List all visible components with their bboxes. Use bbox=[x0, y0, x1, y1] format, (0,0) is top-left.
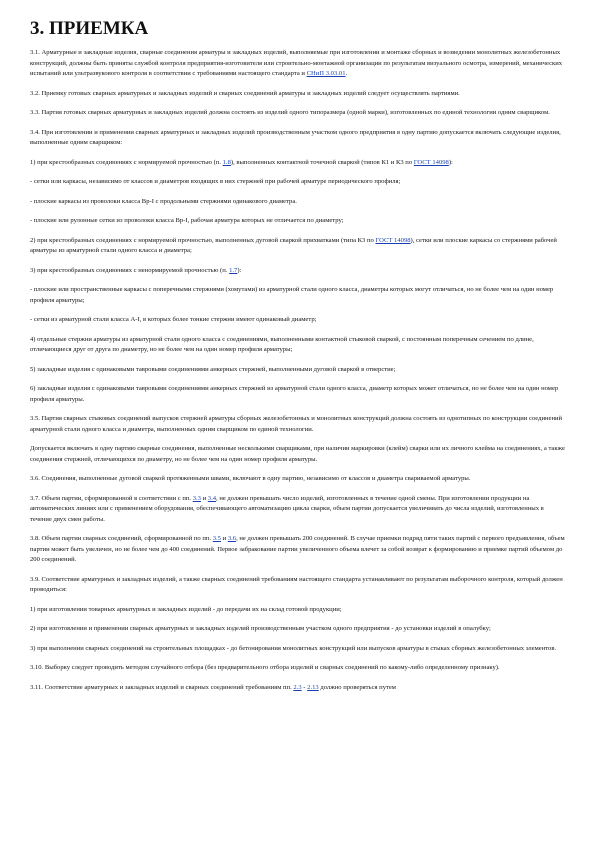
text-run: 6) закладные изделия с одинаковыми тавровыми соединениями анкерных стержней из арматурной стали одного класса, диаметр которых может отличаться, но не более чем на один номер профиля арматуры. bbox=[30, 385, 559, 403]
paragraph bbox=[30, 216, 565, 227]
text-run: 3.5. Партия сварных стыковых соединений выпусков стержней арматуры сборных железобетонных и монолитных конструкций должна состоять из однотипных по конструкции соединений арматурной стали одного класса и диаметра, выполненных одним сварщиком по единой технологии. bbox=[30, 415, 563, 433]
paragraph bbox=[30, 158, 565, 169]
text-run: 1) при крестообразных соединениях с нормируемой прочностью (п. bbox=[30, 158, 223, 166]
text-run: Допускается включать в одну партию сварные соединения, выполненные несколькими сварщиками, при наличии маркировки (клейм) сварки или их личного клейма на соединениях, а также соединения стержней, отличающихся по диаметру, но не более чем на один номер профиля арматуры. bbox=[30, 445, 565, 463]
text-run: 3.11. Соответствие арматурных и закладных изделий и сварных соединений требованиям пп. bbox=[30, 683, 294, 691]
paragraph bbox=[30, 683, 565, 694]
reference-link[interactable]: 3.3 bbox=[192, 494, 201, 502]
reference-link[interactable]: ГОСТ 14098 bbox=[375, 236, 411, 244]
paragraph bbox=[30, 335, 565, 356]
paragraph bbox=[30, 494, 565, 526]
text-run: 5) закладные изделия с одинаковыми тавровыми соединениями анкерных стержней, выполненными дуговой сваркой в отверстие; bbox=[30, 365, 396, 373]
text-run: - плоские или пространственные каркасы с поперечными стержнями (хомутами) из арматурной стали одного класса, диаметры которых могут отличаться, но не более чем на один номер профиля арматуры; bbox=[30, 286, 554, 304]
paragraph bbox=[30, 108, 565, 119]
text-run: 3.8. Объем партии сварных соединений, сформированной по пп. bbox=[30, 535, 213, 542]
text-run: 3.9. Соответствие арматурных и закладных изделий, а также сварных соединений требованиям настоящего стандарта устанавливают по результатам выборочного контроля, который должен проводиться: bbox=[30, 575, 563, 593]
text-run: 3) при выполнении сварных соединений на строительных площадках - до бетонирования монолитных конструкций или выпусков арматуры в стыках сборных железобетонных элементов. bbox=[30, 644, 557, 652]
paragraph bbox=[30, 128, 565, 149]
paragraph bbox=[30, 384, 565, 405]
paragraph bbox=[30, 575, 565, 596]
text-run: . bbox=[345, 70, 348, 77]
reference-link[interactable]: 2.13 bbox=[307, 683, 319, 691]
paragraph bbox=[30, 89, 565, 100]
reference-link[interactable]: 3.6 bbox=[227, 535, 237, 542]
text-run: 3) при крестообразных соединениях с ненормируемой прочностью (п. bbox=[30, 266, 230, 274]
text-run: ), выполненных контактной точечной сваркой (типов К1 и К3 по bbox=[230, 158, 414, 166]
text-run: , не должен превышать число изделий, изготовленных в течение одной смены. При изготовлении продукции на автоматических линиях или с применением оборудования, обеспечивающего автоматизацию цикла сварки, объем партии допускается увеличивать до числа изделий, изготовленных в течение двух смен работы. bbox=[30, 494, 544, 523]
paragraph bbox=[30, 197, 565, 208]
paragraph bbox=[30, 48, 565, 80]
reference-link[interactable]: 1.8 bbox=[222, 158, 231, 166]
paragraph bbox=[30, 444, 565, 465]
page-title: 3. ПРИЕМКА bbox=[30, 18, 149, 39]
paragraph bbox=[30, 624, 565, 635]
paragraph bbox=[30, 644, 565, 655]
paragraph bbox=[30, 285, 565, 306]
text-run: ), сетки или плоские каркасы со стержнями рабочей арматуры из арматурной стали одного класса и диаметра; bbox=[30, 236, 557, 254]
text-run: 2) при крестообразных соединениях с нормируемой прочностью, выполненных дуговой сваркой прихватками (типа К3 по bbox=[30, 236, 376, 244]
text-run: 1) при изготовлении товарных арматурных и закладных изделий - до передачи их на склад готовой продукции; bbox=[30, 605, 342, 613]
reference-link[interactable]: СНиП 3.03.01 bbox=[306, 70, 346, 77]
paragraph bbox=[30, 414, 565, 435]
text-run: 3.10. Выборку следует проводить методом случайного отбора (без предварительного отбора изделий и сварных соединений по какому-либо определенному признаку). bbox=[30, 664, 500, 671]
reference-link[interactable]: ГОСТ 14098 bbox=[413, 158, 449, 166]
reference-link[interactable]: 3.4 bbox=[207, 494, 217, 502]
reference-link[interactable]: 2.3 bbox=[293, 683, 302, 691]
paragraph bbox=[30, 663, 565, 674]
paragraph bbox=[30, 315, 565, 326]
text-run: 3.6. Соединения, выполненные дуговой сваркой протяженными швами, включают в одну партию, независимо от классов и диаметра свариваемой арматуры. bbox=[30, 475, 471, 482]
text-run: и bbox=[220, 535, 228, 542]
text-run: должно проверяться путем bbox=[318, 683, 396, 691]
paragraph bbox=[30, 474, 565, 485]
text-run: 4) отдельные стержни арматуры из арматурной стали одного класса с соединениями, выполненными контактной стыковой сваркой, с постоянным поперечным сечением по длине, отличающиеся друг от друга по диаметру, но не более чем на один номер профиля арматуры; bbox=[30, 335, 534, 353]
paragraph bbox=[30, 605, 565, 616]
paragraph bbox=[30, 365, 565, 376]
reference-link[interactable]: 1.7 bbox=[229, 266, 238, 274]
document-body bbox=[30, 48, 565, 693]
text-run: 3.2. Приемку готовых сварных арматурных и закладных изделий и сварных соединений арматуры и закладных изделий следует осуществлять партиями. bbox=[30, 89, 460, 97]
text-run: , не должен превышать 200 соединений. В случае приемки подряд пяти таких партий с первого предъявления, объем партии может быть увеличен, но не более чем до 400 соединений. Первое забракование партии увеличенного объема влечет за собой возврат к формированию и приемке партий объемом до 200 соединений. bbox=[30, 535, 565, 563]
text-run: 3.1. Арматурные и закладные изделия, сварные соединения арматуры и закладных изделий, выполняемые при изготовлении и монтаже сборных и возведении монолитных железобетонных конструкций, должны быть приняты службой контроля предприятия-изготовителя или строительно-монтажной организации по результатам визуального осмотра, измерений, механических испытаний или ультразвукового контроля в соответствии с требованиями настоящего стандарта и bbox=[30, 49, 563, 77]
text-run: - сетки из арматурной стали класса A-I, в которых более тонкие стержни имеют одинаковый диаметр; bbox=[30, 316, 317, 323]
text-run: - плоские или рулонные сетки из проволоки класса Вр-I, рабочая арматура которых не отличается по диаметру; bbox=[30, 217, 344, 224]
reference-link[interactable]: 3.5 bbox=[212, 535, 221, 542]
text-run: 3.3. Партия готовых сварных арматурных и закладных изделий должна состоять из изделий одного типоразмера (одной марки), изготовленных по единой технологии одним сварщиком. bbox=[30, 109, 550, 116]
text-run: 2) при изготовлении и применении сварных арматурных и закладных изделий производственным участком одного предприятия - до установки изделий в опалубку; bbox=[30, 625, 491, 632]
paragraph bbox=[30, 266, 565, 277]
paragraph bbox=[30, 534, 565, 566]
paragraph bbox=[30, 177, 565, 188]
text-run: - bbox=[301, 683, 308, 691]
text-run: - плоские каркасы из проволоки класса Вр-I с продольными стержнями одинакового диаметра. bbox=[30, 197, 297, 205]
text-run: ): bbox=[237, 266, 242, 274]
paragraph bbox=[30, 236, 565, 257]
text-run: ): bbox=[448, 158, 453, 166]
text-run: 3.7. Объем партии, сформированной в соответствии с пп. bbox=[30, 494, 193, 502]
text-run: - сетки или каркасы, независимо от классов и диаметров входящих в них стержней при рабочей арматуре периодического профиля; bbox=[30, 178, 401, 185]
text-run: 3.4. При изготовлении и применении сварных арматурных и закладных изделий производственным участком одного предприятия в одну партию допускается включать следующие изделия, выполненные одним сварщиком: bbox=[30, 128, 561, 146]
text-run: и bbox=[200, 494, 208, 502]
